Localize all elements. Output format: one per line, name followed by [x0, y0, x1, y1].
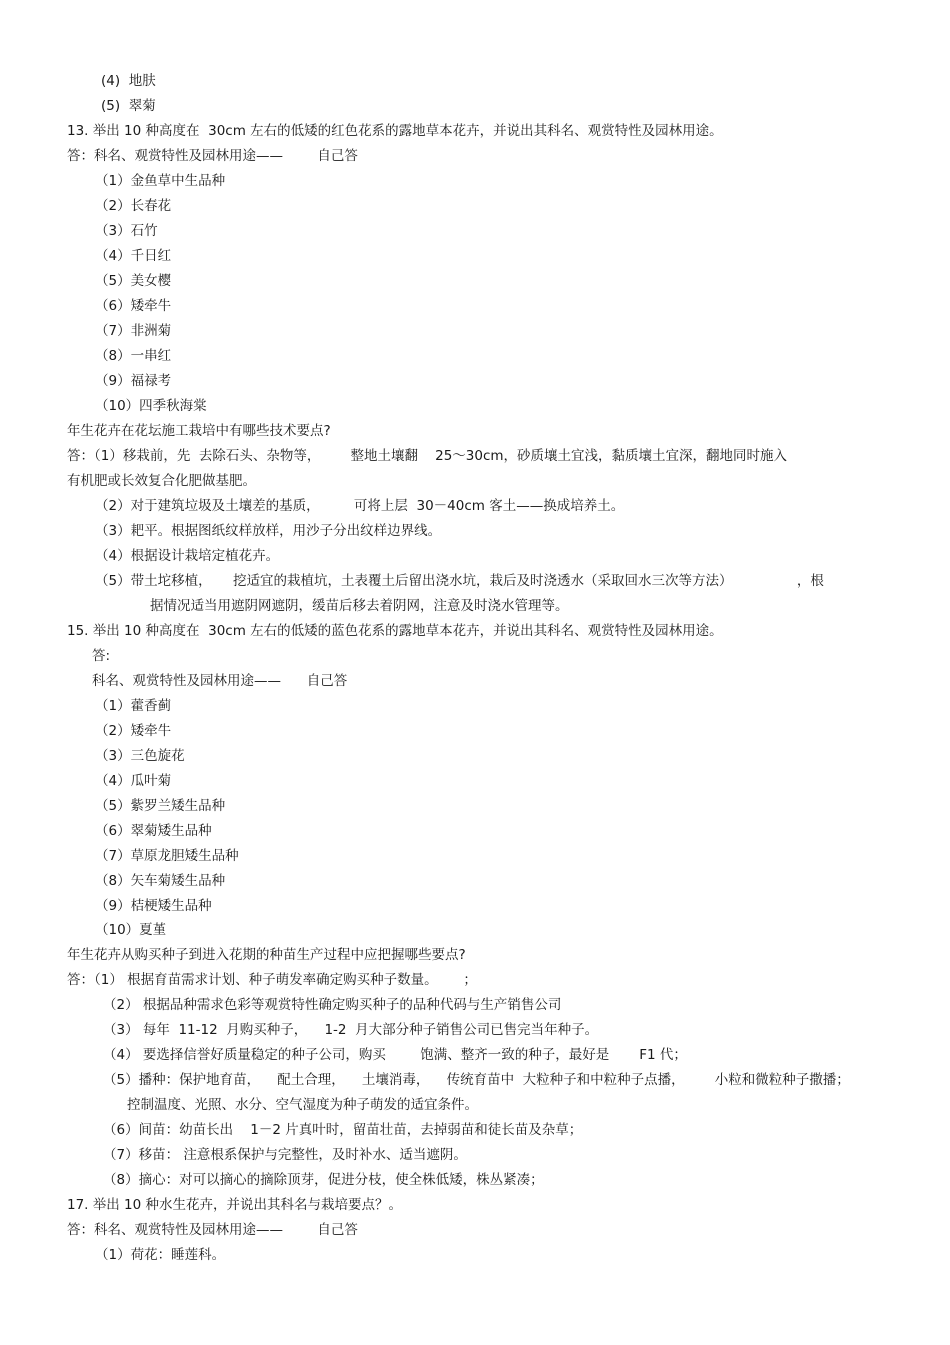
list-item: （1）藿香蓟 — [95, 698, 172, 714]
text-line: (5) 翠菊 — [101, 98, 156, 114]
list-item: （6）矮牵牛 — [95, 298, 172, 314]
question-14: 年生花卉在花坛施工栽培中有哪些技术要点? — [67, 423, 331, 439]
list-item: （3）耙平。根据图纸纹样放样，用沙子分出纹样边界线。 — [95, 523, 442, 539]
answer-line: 答：（1） 根据育苗需求计划、种子萌发率确定购买种子数量。 ； — [67, 972, 477, 988]
list-item: （9）福禄考 — [95, 373, 172, 389]
list-item: （10）夏堇 — [95, 922, 167, 938]
text-line: (4) 地肤 — [101, 73, 156, 89]
list-item: （4）千日红 — [95, 248, 172, 264]
question-17: 17. 举出 10 种水生花卉，并说出其科名与栽培要点？。 — [67, 1197, 403, 1213]
list-item: （1）金鱼草中生品种 — [95, 173, 226, 189]
text-line: 据情况适当用遮阴网遮阴，缓苗后移去着阴网，注意及时浇水管理等。 — [150, 598, 569, 614]
list-item: （2） 根据品种需求色彩等观赏特性确定购买种子的品种代码与生产销售公司 — [103, 997, 562, 1013]
list-item: （1）荷花：睡莲科。 — [95, 1247, 226, 1263]
answer-line: 答: — [92, 648, 111, 664]
list-item: （3）三色旋花 — [95, 748, 185, 764]
list-item: （7）草原龙胆矮生品种 — [95, 848, 239, 864]
list-item: （3） 每年 11-12 月购买种子， 1-2 月大部分种子销售公司已售完当年种子。 — [103, 1022, 599, 1038]
answer-line: 答：（1）移栽前，先 去除石头、杂物等， 整地土壤翻 25～30cm，砂质壤土宜浅，黏质壤土宜深，翻地同时施入 — [67, 448, 788, 464]
answer-line: 科名、观赏特性及园林用途—— 自己答 — [92, 673, 348, 689]
list-item: （8）摘心：对可以摘心的摘除顶芽，促进分枝，使全株低矮，株丛紧凑； — [103, 1172, 544, 1188]
answer-line: 答：科名、观赏特性及园林用途—— 自己答 — [67, 1222, 358, 1238]
list-item: （3）石竹 — [95, 223, 158, 239]
list-item: （4） 要选择信誉好质量稳定的种子公司，购买 饱满、整齐一致的种子，最好是 F1 代； — [103, 1047, 687, 1063]
list-item: （5）紫罗兰矮生品种 — [95, 798, 226, 814]
list-item: （2）长春花 — [95, 198, 172, 214]
list-item: （6）翠菊矮生品种 — [95, 823, 212, 839]
list-item: （8）矢车菊矮生品种 — [95, 873, 226, 889]
list-item: （9）桔梗矮生品种 — [95, 898, 212, 914]
list-item: （6）间苗：幼苗长出 1－2 片真叶时，留苗壮苗，去掉弱苗和徒长苗及杂草； — [103, 1122, 583, 1138]
text-line: 有机肥或长效复合化肥做基肥。 — [67, 473, 256, 489]
list-item: （5）播种：保护地育苗， 配土合理， 土壤消毒， 传统育苗中 大粒种子和中粒种子点播， 小粒和微粒种子撒播； — [103, 1072, 850, 1088]
list-item: （10）四季秋海棠 — [95, 398, 207, 414]
list-item: （2）对于建筑垃圾及土壤差的基质， 可将上层 30－40cm 客土——换成培养土。 — [95, 498, 625, 514]
text-line: 控制温度、光照、水分、空气湿度为种子萌发的适宜条件。 — [127, 1097, 478, 1113]
list-item: （4）瓜叶菊 — [95, 773, 172, 789]
list-item: （5）带土坨移植， 挖适宜的栽植坑，土表覆土后留出浇水坑，栽后及时浇透水（采取回水三次等方法） ，根 — [95, 573, 824, 589]
question-16: 年生花卉从购买种子到进入花期的种苗生产过程中应把握哪些要点? — [67, 947, 466, 963]
list-item: （2）矮牵牛 — [95, 723, 172, 739]
answer-line: 答：科名、观赏特性及园林用途—— 自己答 — [67, 148, 358, 164]
list-item: （5）美女樱 — [95, 273, 172, 289]
list-item: （8）一串红 — [95, 348, 172, 364]
question-13: 13. 举出 10 种高度在 30cm 左右的低矮的红色花系的露地草本花卉，并说出其科名、观赏特性及园林用途。 — [67, 123, 723, 139]
list-item: （7）移苗： 注意根系保护与完整性，及时补水、适当遮阴。 — [103, 1147, 467, 1163]
list-item: （7）非洲菊 — [95, 323, 172, 339]
question-15: 15. 举出 10 种高度在 30cm 左右的低矮的蓝色花系的露地草本花卉，并说出其科名、观赏特性及园林用途。 — [67, 623, 723, 639]
list-item: （4）根据设计栽培定植花卉。 — [95, 548, 280, 564]
